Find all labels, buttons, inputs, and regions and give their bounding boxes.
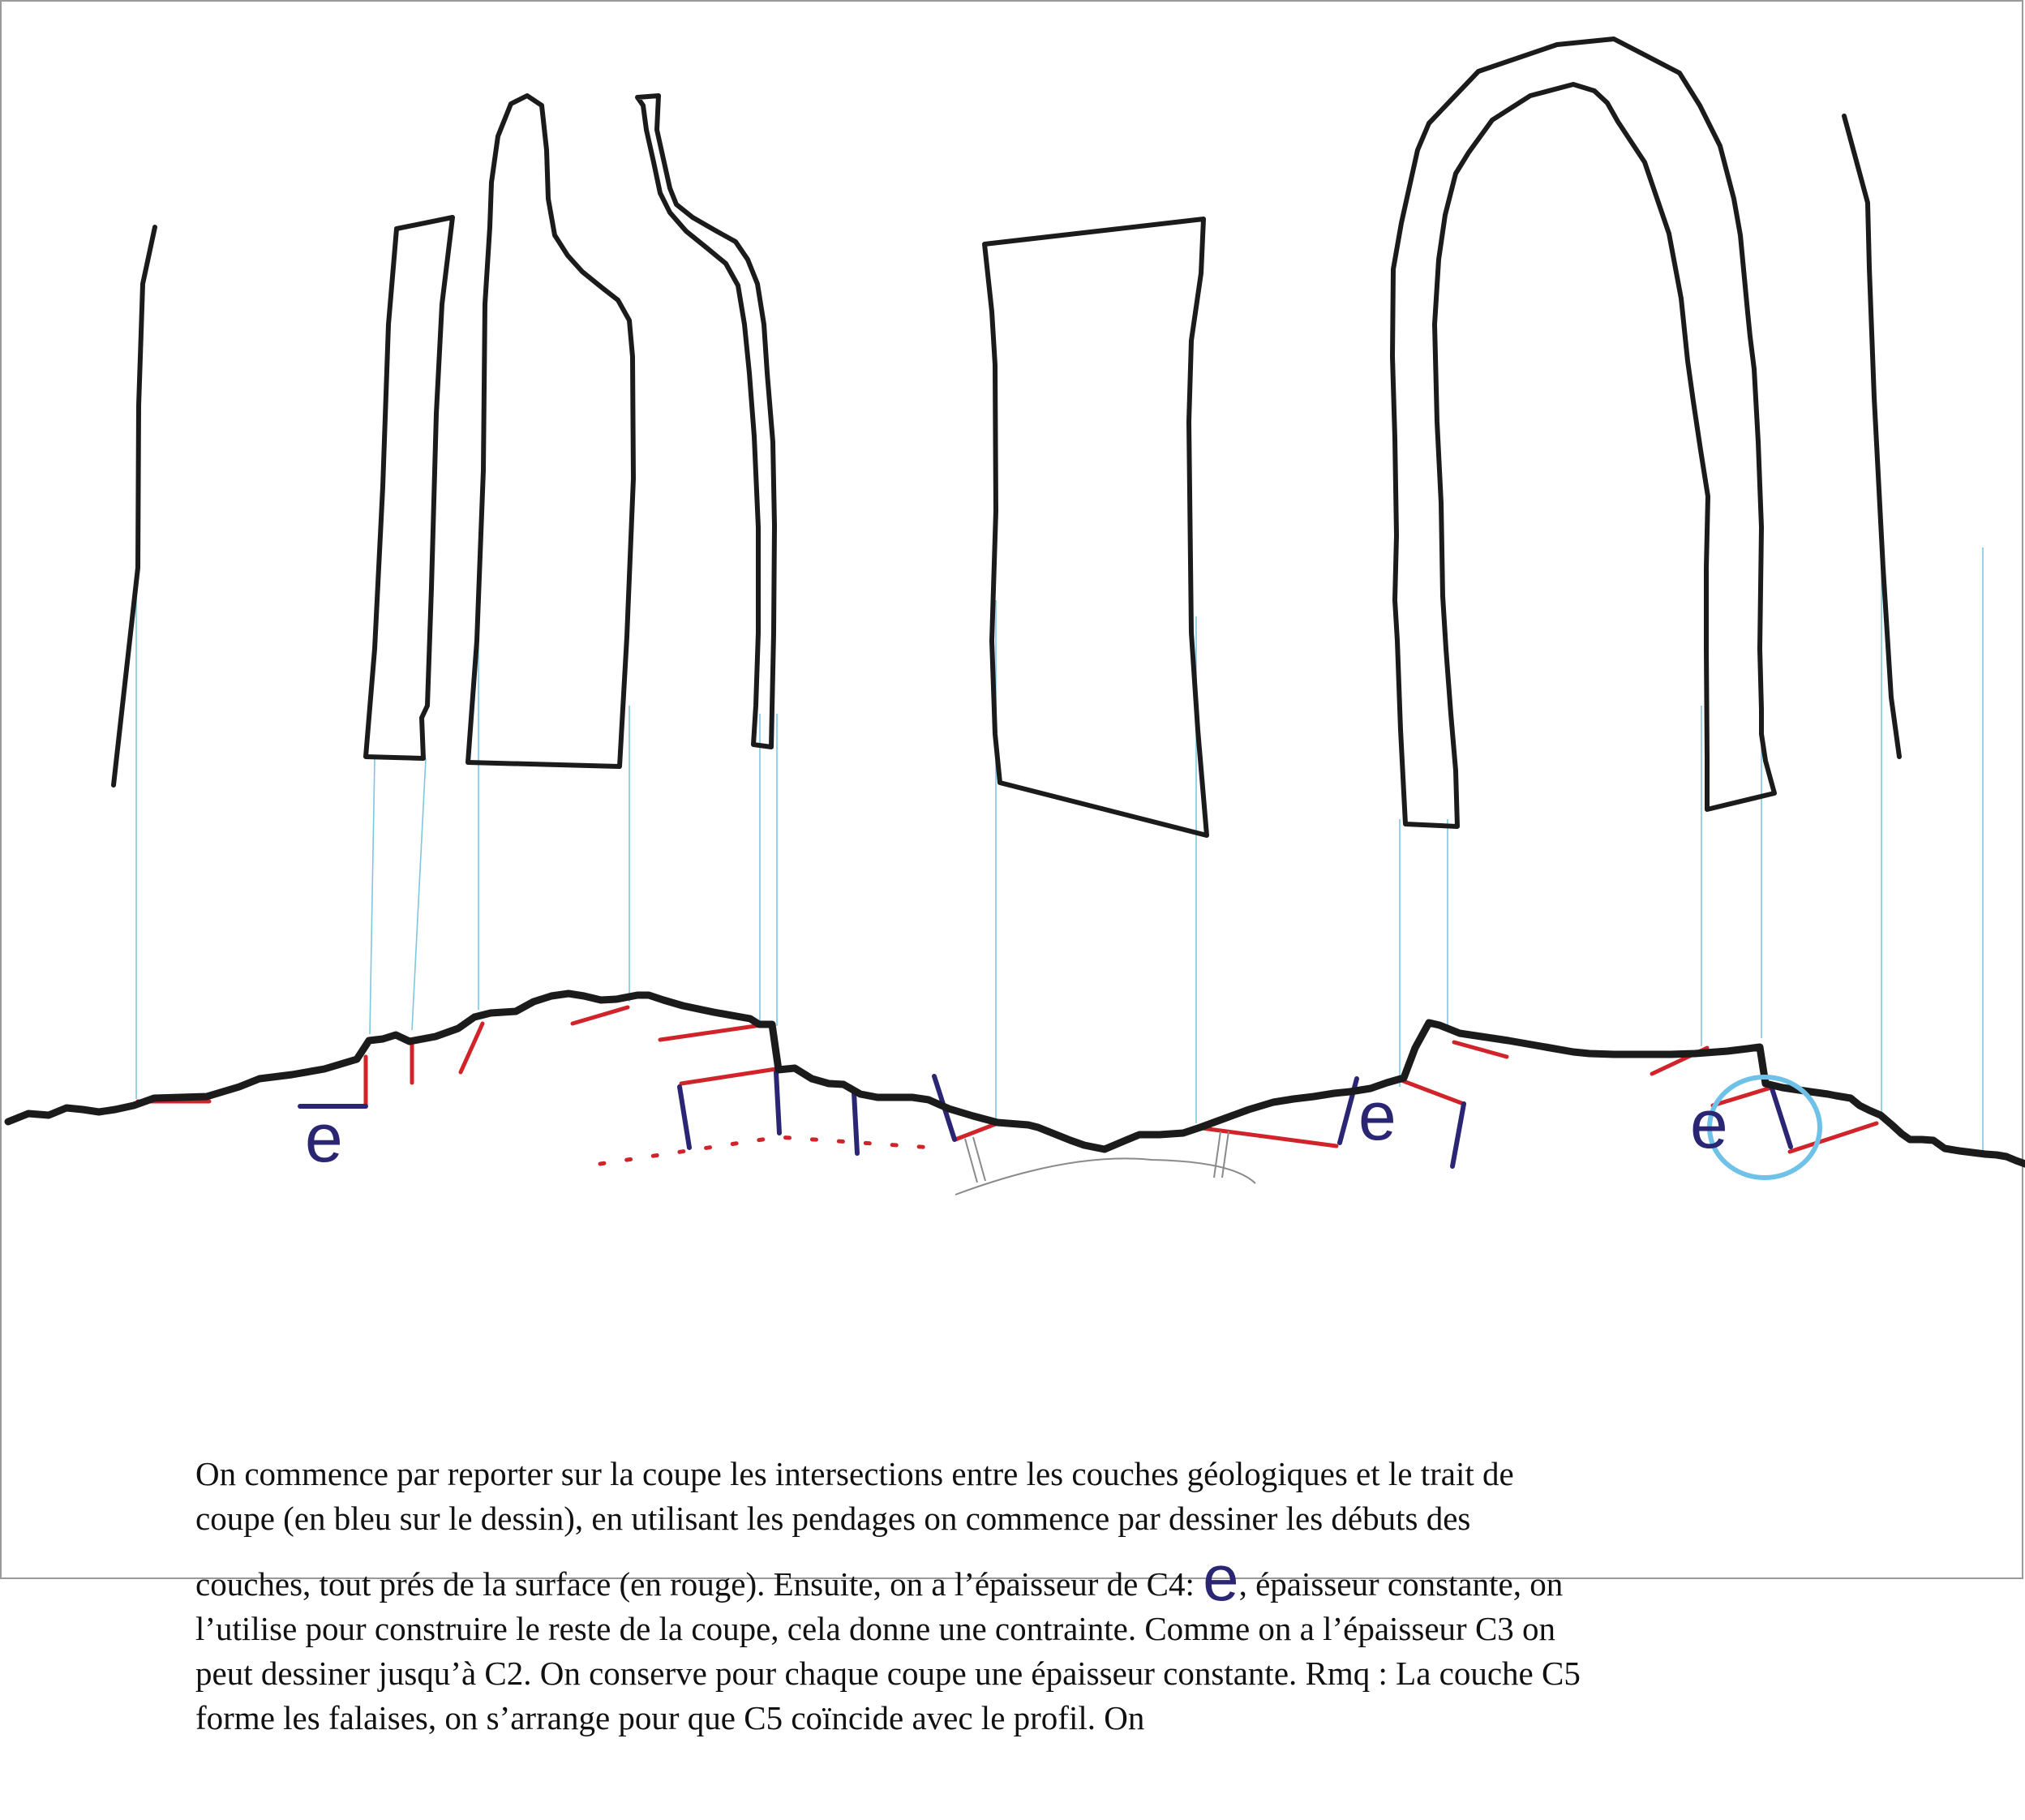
map-layer-strip-1 [366, 217, 453, 758]
caption [195, 1452, 1980, 1741]
thickness-label-2: e [1358, 1078, 1396, 1154]
map-layer-bulb [468, 96, 633, 766]
caption-line-3 [195, 1542, 1980, 1614]
geological-map [114, 39, 1899, 835]
layer-start-segments [138, 1007, 1877, 1152]
thickness-label-3: e [1690, 1086, 1728, 1162]
caption-line-2: coupe (en bleu sur le dessin), en utilisant les pendages on commence par dessiner les débuts des [195, 1500, 1471, 1537]
thickness-markers [300, 1072, 1791, 1166]
map-layer-line-1 [114, 227, 155, 785]
thickness-label-1: e [305, 1100, 343, 1176]
caption-line-6: forme les falaises, on s’arrange pour que C5 coïncide avec le profil. On [195, 1699, 1145, 1736]
map-layer-arch [1392, 39, 1774, 826]
caption-line-3-before: couches, tout prés de la surface (en rouge). Ensuite, on a l’épaisseur de C4: [195, 1565, 1203, 1603]
map-layer-block [985, 219, 1207, 835]
thickness-symbol-inline: e [1203, 1542, 1239, 1614]
caption-line-4: l’utilise pour construire le reste de la coupe, cela donne une contrainte. Comme on a l’épaisseur C3 on [195, 1610, 1556, 1647]
caption-line-5: peut dessiner jusqu’à C2. On conserve pour chaque coupe une épaisseur constante. Rmq : La couche C5 [195, 1655, 1581, 1692]
subsurface-sketch [955, 1131, 1255, 1195]
topographic-profile [8, 994, 2025, 1397]
inferred-dotted-layer [600, 1137, 933, 1164]
caption-line-3-after: , épaisseur constante, on [1238, 1565, 1564, 1603]
caption-line-1: On commence par reporter sur la coupe les intersections entre les couches géologiques et le trait de [195, 1455, 1514, 1492]
map-layer-strip-2 [637, 96, 774, 747]
map-layer-line-2 [1844, 116, 1899, 757]
